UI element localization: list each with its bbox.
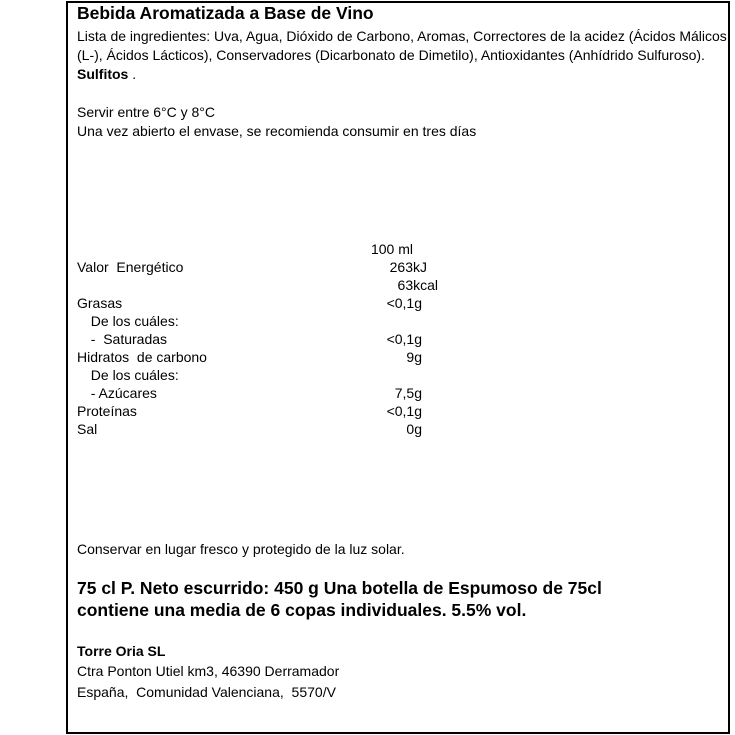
company-address-line-1: Ctra Ponton Utiel km3, 46390 Derramador xyxy=(77,663,340,679)
storage-instructions: Conservar en lugar fresco y protegido de la luz solar. xyxy=(77,541,405,557)
nutrition-label-energy: Valor Energético xyxy=(77,259,184,275)
nutrition-label-sugars: - Azúcares xyxy=(83,385,157,401)
nutrition-value-sugars: 7,5g xyxy=(394,385,422,401)
company-name: Torre Oria SL xyxy=(77,643,166,659)
allergen-sulfitos: Sulfitos xyxy=(77,66,129,82)
net-content-line-2: contiene una media de 6 copas individuales. 5.5% vol. xyxy=(77,600,527,620)
nutrition-label-fat: Grasas xyxy=(77,295,123,311)
nutrition-label-protein: Proteínas xyxy=(77,403,137,419)
allergen-suffix: . xyxy=(128,66,137,82)
serving-temperature: Servir entre 6°C y 8°C xyxy=(77,104,216,120)
ingredients-list: Uva, Agua, Dióxido de Carbono, Aromas, Correctores de la acidez (Ácidos Málicos (L-), Ácidos Lácticos), Conservadores (Dicarbonato de Dimetilo), Antioxidantes (Anhídrido Sulfuroso). xyxy=(77,28,727,63)
net-content-line-1: 75 cl P. Neto escurrido: 450 g Una botella de Espumoso de 75cl xyxy=(77,578,602,598)
nutrition-value-fat: <0,1g xyxy=(386,295,422,311)
nutrition-value-energy-kj: 263kJ xyxy=(389,259,427,275)
nutrition-value-salt: 0g xyxy=(406,421,422,437)
ingredients-text xyxy=(77,27,727,84)
nutrition-value-energy-kcal: 63kcal xyxy=(397,277,438,293)
company-address-line-2: España, Comunidad Valenciana, 5570/V xyxy=(77,684,336,700)
nutrition-value-saturated: <0,1g xyxy=(386,331,422,347)
nutrition-label-carbs-of-which: De los cuáles: xyxy=(83,367,179,383)
nutrition-label-salt: Sal xyxy=(77,421,98,437)
nutrition-label-saturated: - Saturadas xyxy=(83,331,168,347)
product-title: Bebida Aromatizada a Base de Vino xyxy=(77,3,374,23)
nutrition-value-carbohydrates: 9g xyxy=(406,349,422,365)
nutrition-label-fat-of-which: De los cuáles: xyxy=(83,313,179,329)
nutrition-value-protein: <0,1g xyxy=(386,403,422,419)
ingredients-label: Lista de ingredientes: xyxy=(77,28,211,44)
after-opening-note: Una vez abierto el envase, se recomienda consumir en tres días xyxy=(77,123,477,139)
nutrition-label-carbohydrates: Hidratos de carbono xyxy=(77,349,207,365)
nutrition-per-unit: 100 ml xyxy=(370,241,413,257)
